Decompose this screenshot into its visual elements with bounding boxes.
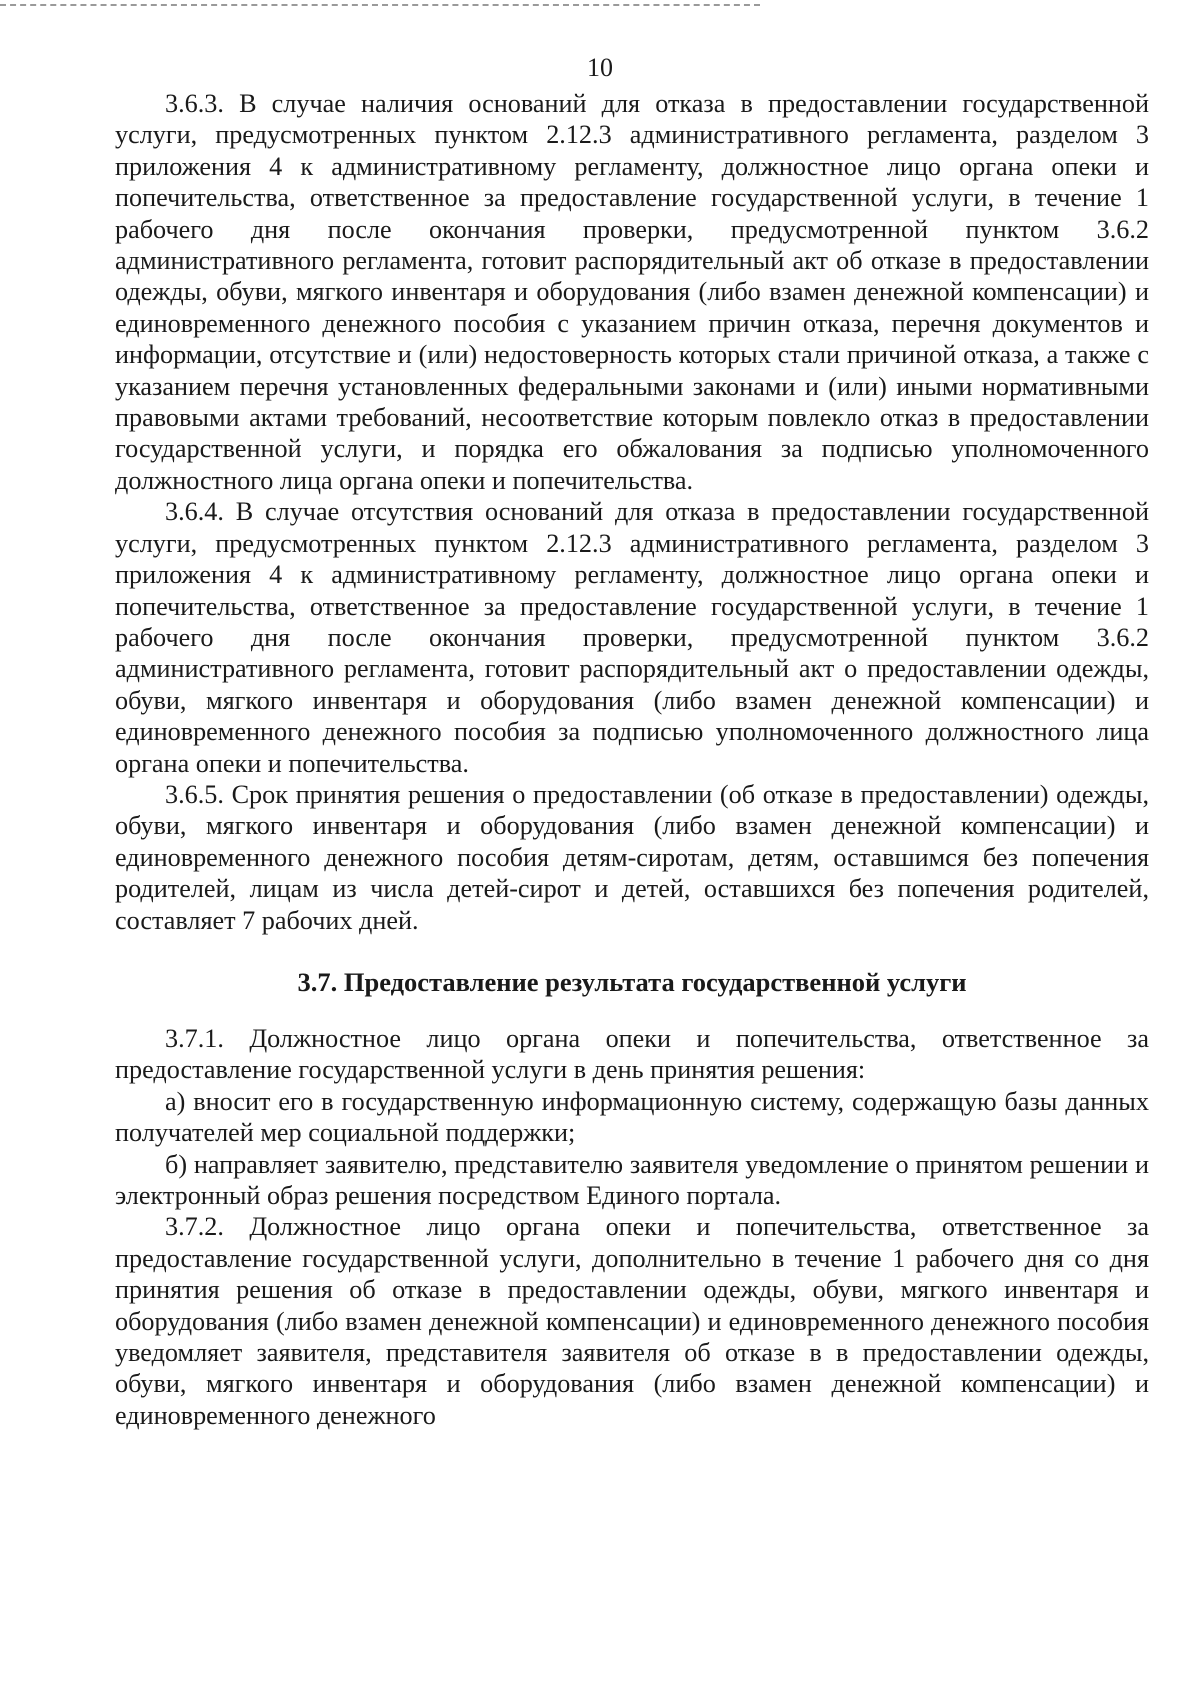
list-item-b: б) направляет заявителю, представителю заявителя уведомление о принятом решении и электронный образ решения посредством Единого портала. [115,1149,1149,1210]
paragraph-3-7-2: 3.7.2. Должностное лицо органа опеки и попечительства, ответственное за предоставление государственной услуги, дополнительно в течение 1 рабочего дня со дня принятия решения об отказе в предоставлении одежды, обуви, мягкого инвентаря и оборудования (либо взамен денежной компенсации) и единовременного денежного пособия уведомляет заявителя, представителя заявителя об отказе в в предоставлении одежды, обуви, мягкого инвентаря и оборудования (либо взамен денежной компенсации) и единовременного денежного [115,1212,1149,1430]
list-item-a: а) вносит его в государственную информационную систему, содержащую базы данных получателей мер социальной поддержки; [115,1086,1149,1148]
document-body [115,88,1149,1431]
page-number: 10 [587,53,613,82]
paragraph-3-6-5: 3.6.5. Срок принятия решения о предоставлении (об отказе в предоставлении) одежды, обуви, мягкого инвентаря и оборудования (либо взамен денежной компенсации) и единовременного денежного пособия детям-сиротам, детям, оставшимся без попечения родителей, лицам из числа детей-сирот и детей, оставшихся без попечения родителей, составляет 7 рабочих дней. [115,779,1149,935]
scan-edge-line [0,4,760,6]
paragraph-3-6-3: 3.6.3. В случае наличия оснований для отказа в предоставлении государственной услуги, предусмотренных пунктом 2.12.3 административного регламента, разделом 3 приложения 4 к административному регламенту, должностное лицо органа опеки и попечительства, ответственное за предоставление государственной услуги, в течение 1 рабочего дня после окончания проверки, предусмотренной пунктом 3.6.2 административного регламента, готовит распорядительный акт об отказе в предоставлении одежды, обуви, мягкого инвентаря и оборудования (либо взамен денежной компенсации) и единовременного денежного пособия с указанием причин отказа, перечня документов и информации, отсутствие и (или) недостоверность которых стали причиной отказа, а также с указанием перечня установленных федеральными законами и (или) иными нормативными правовыми актами требований, несоответствие которым повлекло отказ в предоставлении государственной услуги, и порядка его обжалования за подписью уполномоченного должностного лица органа опеки и попечительства. [115,89,1149,495]
paragraph-3-7-1: 3.7.1. Должностное лицо органа опеки и попечительства, ответственное за предоставление государственной услуги в день принятия решения: [115,1023,1149,1085]
paragraph-3-6-4: 3.6.4. В случае отсутствия оснований для отказа в предоставлении государственной услуги, предусмотренных пунктом 2.12.3 административного регламента, разделом 3 приложения 4 к административному регламенту, должностное лицо органа опеки и попечительства, ответственное за предоставление государственной услуги, в течение 1 рабочего дня после окончания проверки, предусмотренной пунктом 3.6.2 административного регламента, готовит распорядительный акт о предоставлении одежды, обуви, мягкого инвентаря и оборудования (либо взамен денежной компенсации) и единовременного денежного пособия за подписью уполномоченного должностного лица органа опеки и попечительства. [115,497,1149,778]
section-heading-3-7: 3.7. Предоставление результата государственной услуги [297,966,967,997]
